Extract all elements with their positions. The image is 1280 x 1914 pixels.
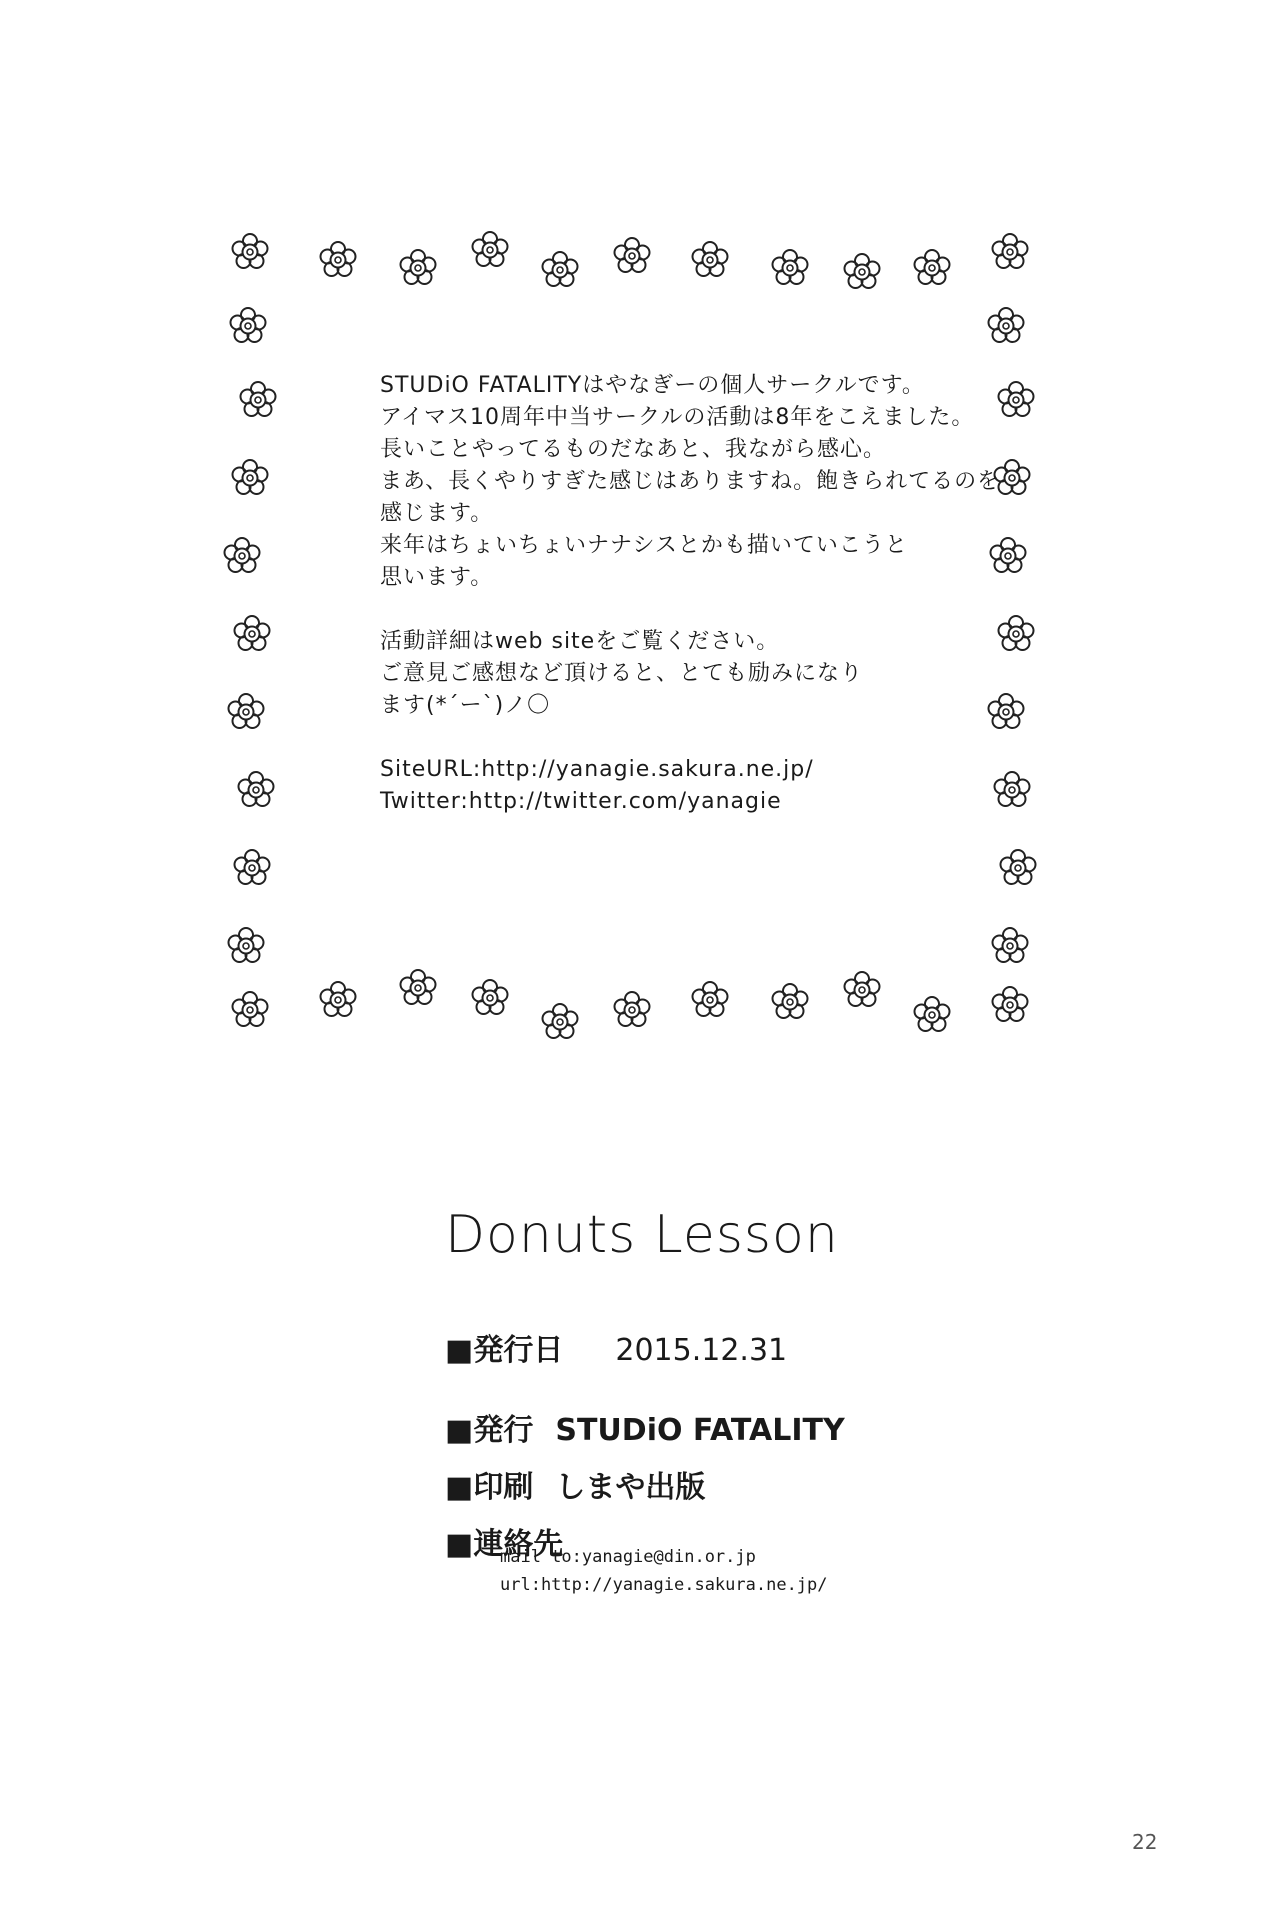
note-line: ます(*´ー`)ノ〇 [380,693,551,718]
flower-icon [612,990,652,1030]
note-line: STUDiO FATALITYはやなぎーの個人サークルです。 [380,373,925,398]
flower-icon [996,614,1036,654]
contact-mail: mail to:yanagie@din.or.jp [500,1547,756,1567]
flower-icon [238,380,278,420]
flower-icon [222,536,262,576]
flower-icon [226,926,266,966]
publisher-label: ■発行 [445,1413,534,1448]
flower-icon [770,982,810,1022]
note-line: 長いことやってるものだなあと、我ながら感心。 [380,437,887,462]
note-line: 活動詳細はweb siteをご覧ください。 [380,629,780,654]
flower-icon [842,970,882,1010]
note-line: アイマス10周年中当サークルの活動は8年をこえました。 [380,405,975,430]
flower-icon [998,848,1038,888]
flower-icon [232,848,272,888]
printer-value: しまや出版 [555,1470,706,1505]
note-line: まあ、長くやりすぎた感じはありますね。飽きられてるのを [380,469,1001,494]
issue-date-label: ■発行日 [445,1333,564,1368]
flower-icon [912,995,952,1035]
note-gap [380,594,980,626]
note-line: ご意見ご感想など頂けると、とても励みになり [380,661,864,686]
flower-icon [540,250,580,290]
publisher-row [445,1405,845,1449]
flower-icon [470,230,510,270]
flower-icon [990,926,1030,966]
book-title: Donuts Lesson [445,1205,839,1265]
printer-row [445,1462,705,1506]
flower-icon [398,248,438,288]
note-gap [380,722,980,754]
flower-icon [540,1002,580,1042]
flower-icon [318,980,358,1020]
flower-icon [690,980,730,1020]
flower-icon [230,232,270,272]
flower-icon [770,248,810,288]
twitter-url: Twitter:http://twitter.com/yanagie [380,789,782,814]
flower-icon [236,770,276,810]
page-number: 22 [1132,1830,1158,1854]
note-line: 思います。 [380,565,494,590]
flower-icon [232,614,272,654]
flower-icon [986,306,1026,346]
issue-date-row [445,1325,787,1369]
printer-label: ■印刷 [445,1470,534,1505]
publisher-value: STUDiO FATALITY [555,1413,845,1448]
flower-icon [992,770,1032,810]
flower-icon [230,458,270,498]
flower-icon [912,248,952,288]
note-line: 来年はちょいちょいナナシスとかも描いていこうと [380,533,908,558]
flower-icon [228,306,268,346]
flower-icon [318,240,358,280]
issue-date-value: 2015.12.31 [615,1333,788,1368]
flower-icon [230,990,270,1030]
flower-icon [470,978,510,1018]
flower-icon [990,232,1030,272]
note-line: 感じます。 [380,501,494,526]
contact-url: url:http://yanagie.sakura.ne.jp/ [500,1575,828,1595]
site-url: SiteURL:http://yanagie.sakura.ne.jp/ [380,757,814,782]
flower-icon [398,968,438,1008]
flower-icon [986,692,1026,732]
flower-icon [990,985,1030,1025]
flower-icon [226,692,266,732]
flower-icon [988,536,1028,576]
flower-icon [842,252,882,292]
flower-icon [996,380,1036,420]
contact-label: ■連絡先 [445,1527,564,1562]
flower-icon [612,236,652,276]
flower-icon [690,240,730,280]
afterword-note [380,370,1001,818]
